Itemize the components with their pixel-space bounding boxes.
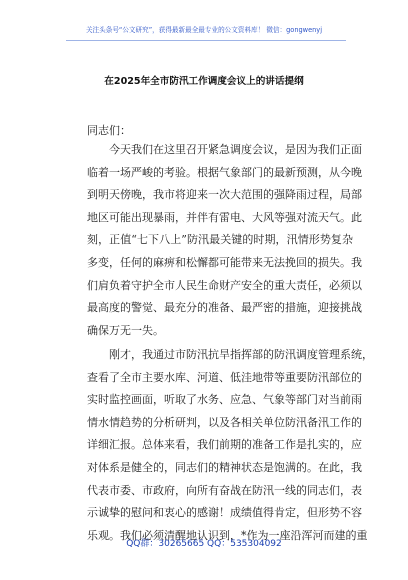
paragraph-line: 查看了全市主要水库、河道、低洼地带等重要防汛部位的 [87, 370, 362, 384]
paragraph-line: 最高度的警觉、最充分的准备、最严密的措施，迎接挑战 [87, 301, 362, 315]
paragraph-line: 刻，正值“七下八上”防汛最关键的时期，汛情形势复杂 [87, 233, 353, 247]
paragraph-line: 情水情趋势的分析研判，以及各相关单位防汛备汛工作的 [87, 415, 362, 429]
paragraph-line: 到明天傍晚，我市将迎来一次大范围的强降雨过程，局部 [87, 188, 362, 202]
paragraph-line: 代表市委、市政府，向所有奋战在防汛一线的同志们，表 [87, 483, 362, 497]
header-divider [66, 40, 346, 41]
paragraph-line: 今天我们在这里召开紧急调度会议，是因为我们正面 [87, 143, 362, 156]
header-banner: 关注头条号“公文研究”，获得最新最全最专业的公文资料库！ 微信：gongwenyj [85, 26, 323, 34]
paragraph-line: 刚才，我通过市防汛抗旱指挥部的防汛调度管理系统， [87, 348, 373, 361]
paragraph-line: 详细汇报。总体来看，我们前期的准备工作是扎实的，应 [87, 438, 362, 452]
paragraph-line: 们肩负着守护全市人民生命财产安全的重大责任，必须以 [87, 278, 362, 292]
paragraph-line: 实时监控画面，听取了水务、应急、气象等部门对当前雨 [87, 393, 362, 407]
paragraph-line: 确保万无一失。 [87, 323, 164, 337]
paragraph-2 [87, 344, 373, 547]
paragraph-line: 对体系是健全的，同志们的精神状态是饱满的。在此，我 [87, 460, 362, 474]
paragraph-line: 乐观。我们必须清醒地认识到，*作为一座沿浑河而建的重 [87, 528, 368, 542]
salutation: 同志们： [87, 124, 131, 137]
paragraph-1 [87, 139, 362, 342]
document-title: 在2025年全市防汛工作调度会议上的讲话提纲 [104, 76, 304, 87]
footer-contact: QQ群：30265665 QQ：535304092 [126, 539, 282, 549]
paragraph-line: 临着一场严峻的考验。根据气象部门的最新预测，从今晚 [87, 165, 362, 179]
paragraph-line: 地区可能出现暴雨，并伴有雷电、大风等强对流天气。此 [87, 210, 362, 224]
paragraph-line: 多变，任何的麻痹和松懈都可能带来无法挽回的损失。我 [87, 255, 362, 269]
paragraph-line: 示诚挚的慰问和衷心的感谢！成绩值得肯定，但形势不容 [87, 506, 362, 520]
